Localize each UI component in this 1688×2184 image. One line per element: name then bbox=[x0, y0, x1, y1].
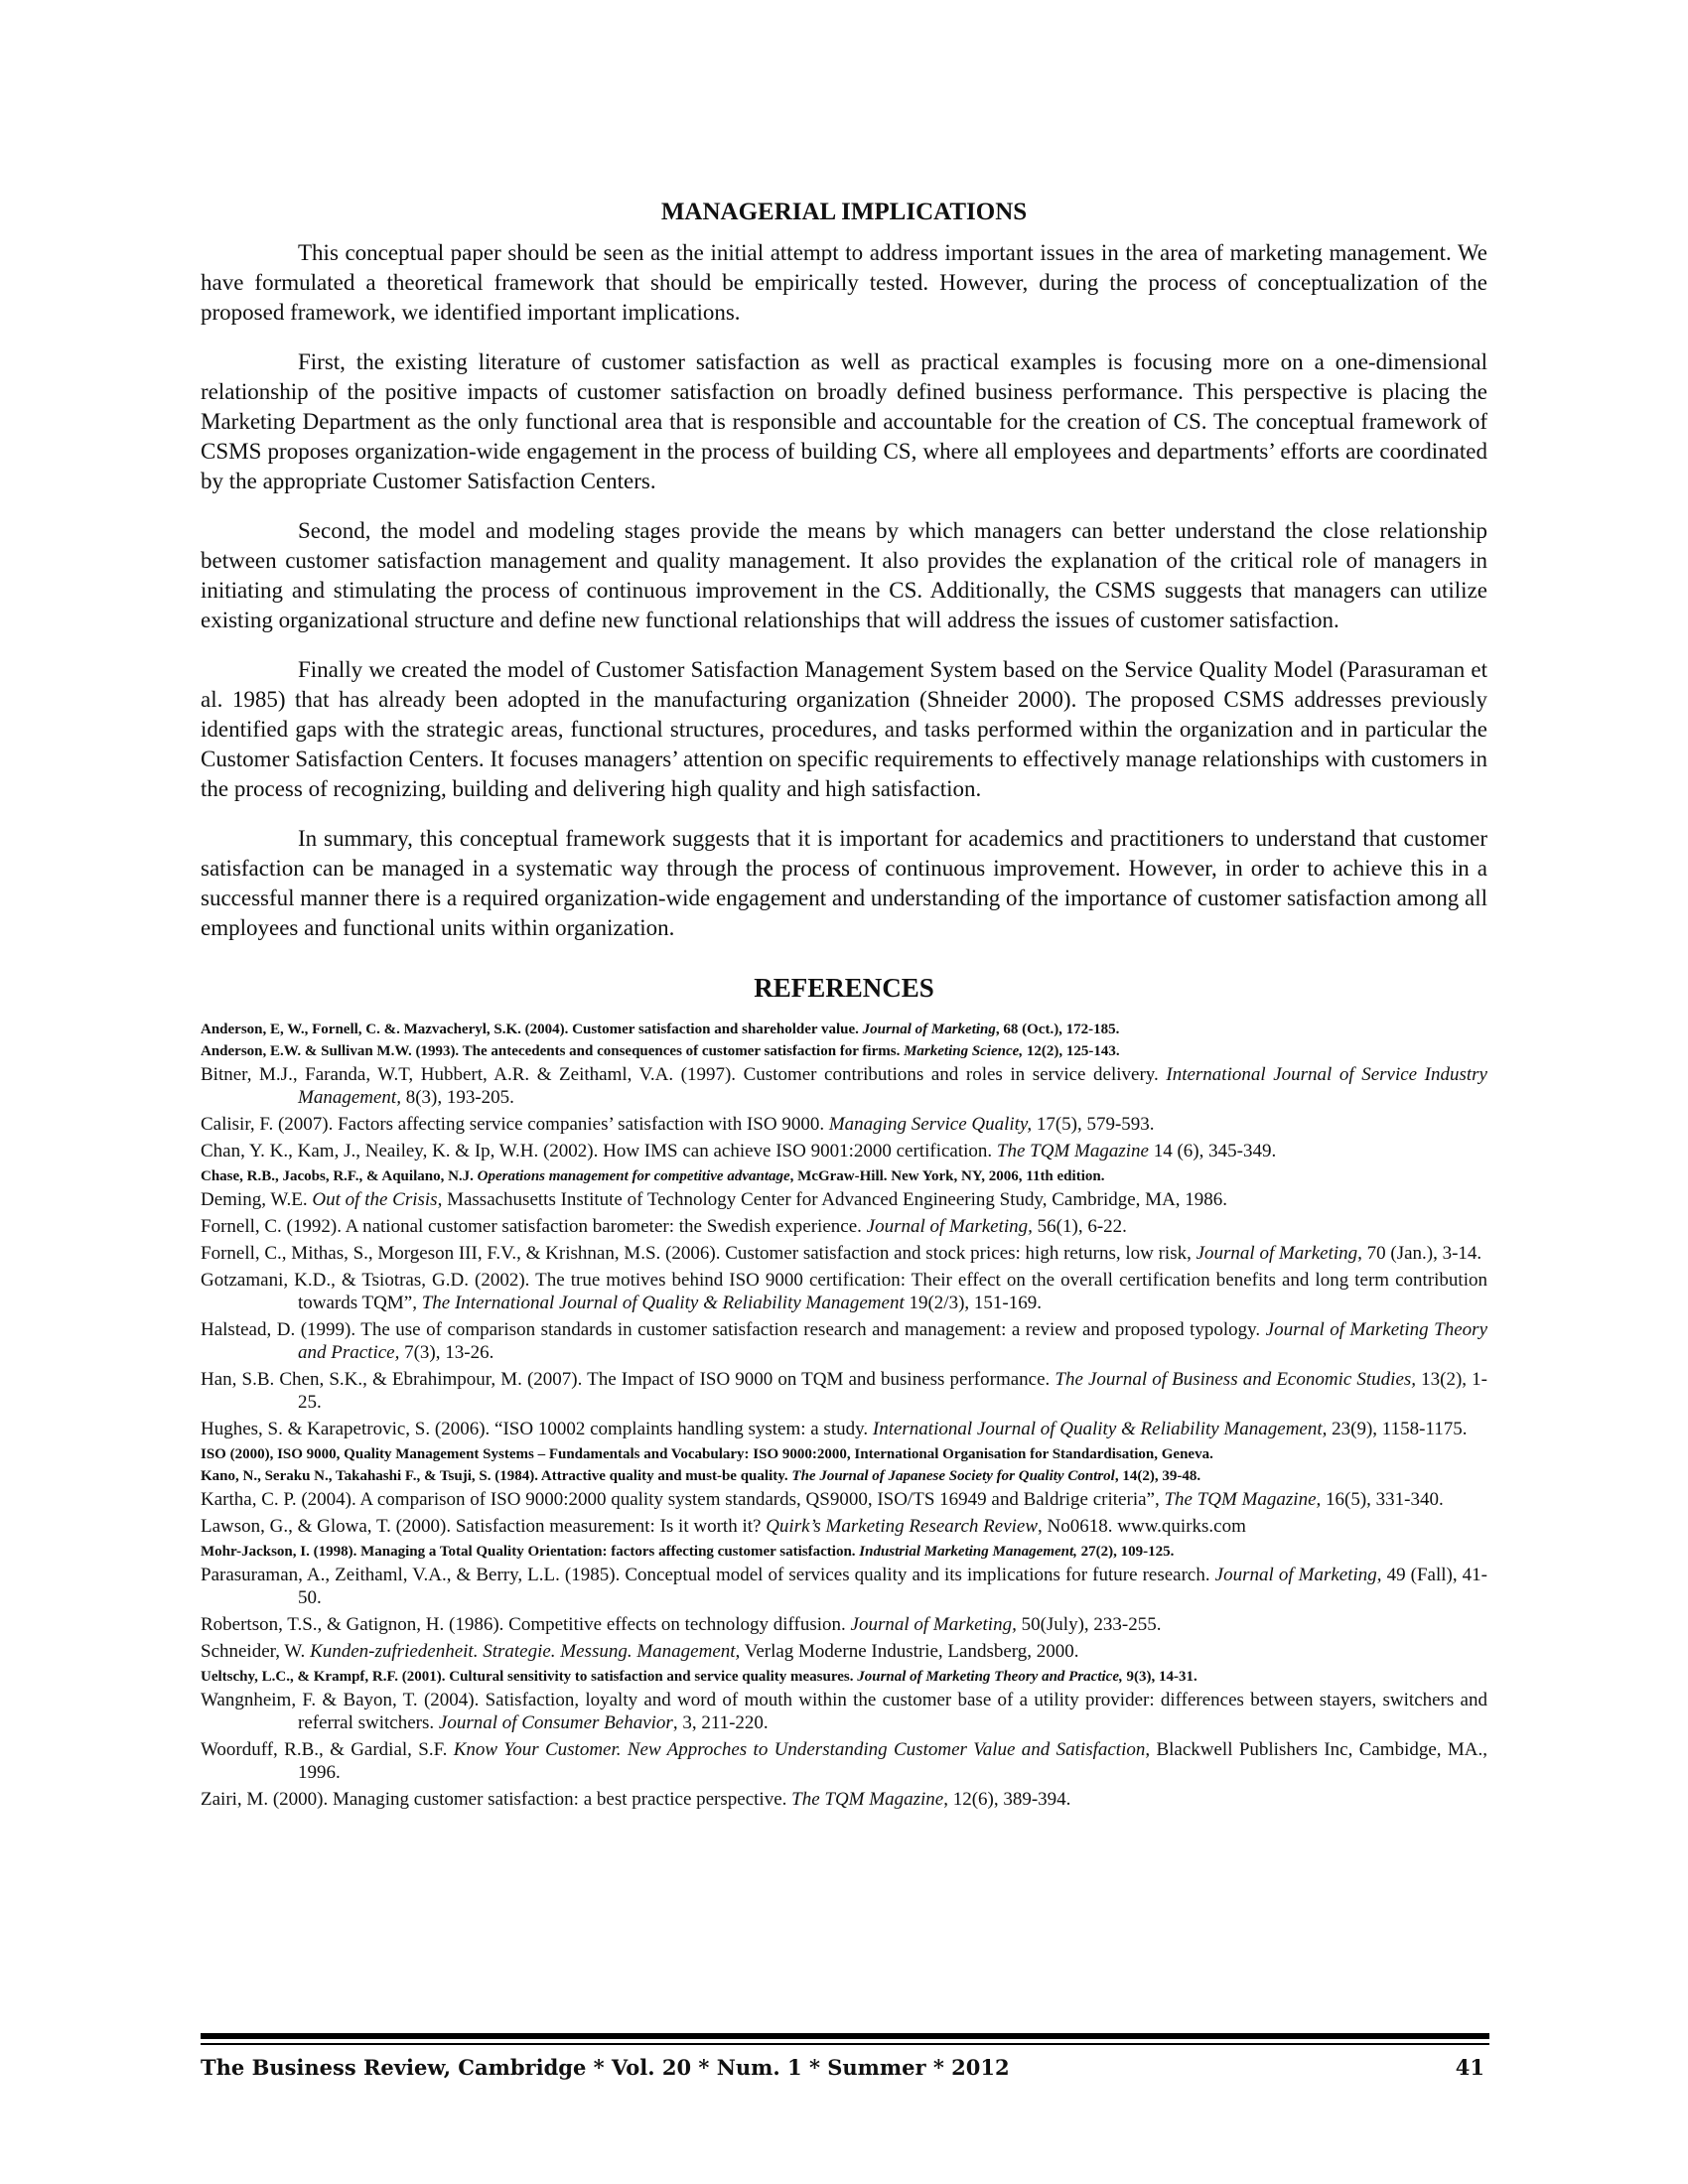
reference-item: Chan, Y. K., Kam, J., Neailey, K. & Ip, W.H. (2002). How IMS can achieve ISO 9001:2000 certification. The TQM Magazine 14 (6), 345-349. bbox=[201, 1141, 1277, 1161]
reference-item: Fornell, C. (1992). A national customer satisfaction barometer: the Swedish experience. Journal of Marketing, 56(1), 6-22. bbox=[201, 1216, 1127, 1237]
reference-item: Parasuraman, A., Zeithaml, V.A., & Berry, L.L. (1985). Conceptual model of services quality and its implications for future research. Journal of Marketing, 49 (Fall), 41-50. bbox=[201, 1565, 1487, 1608]
reference-item: Wangnheim, F. & Bayon, T. (2004). Satisfaction, loyalty and word of mouth within the customer base of a utility provider: differences between stayers, switchers and referral switchers. Journal of Consumer Behavior, 3, 211-220. bbox=[201, 1690, 1487, 1733]
reference-item: Bitner, M.J., Faranda, W.T, Hubbert, A.R. & Zeithaml, V.A. (1997). Customer contributions and roles in service delivery. International Journal of Service Industry Management, 8(3), 193-205. bbox=[201, 1064, 1487, 1108]
paragraph-second: Second, the model and modeling stages provide the means by which managers can better understand the close relationship between customer satisfaction management and quality management. It also provides the explanation of the critical role of managers in initiating and stimulating the process of continuous improvement in the CS. Additionally, the CSMS suggests that managers can utilize existing organizational structure and define new functional relationships that will address the issues of customer satisfaction. bbox=[201, 518, 1487, 632]
reference-item: Zairi, M. (2000). Managing customer satisfaction: a best practice perspective. The TQM Magazine, 12(6), 389-394. bbox=[201, 1789, 1071, 1810]
reference-item: Ueltschy, L.C., & Krampf, R.F. (2001). Cultural sensitivity to satisfaction and service quality measures. Journal of Marketing Theory and Practice, 9(3), 14-31. bbox=[201, 1669, 1197, 1685]
paragraph-finally: Finally we created the model of Customer Satisfaction Management System based on the Service Quality Model (Parasuraman et al. 1985) that has already been adopted in the manufacturing organization (Shneider 2000). The proposed CSMS addresses previously identified gaps with the strategic areas, functional structures, procedures, and tasks performed within the organization and in particular the Customer Satisfaction Centers. It focuses managers’ attention on specific requirements to effectively manage relationships with customers in the process of recognizing, building and delivering high quality and high satisfaction. bbox=[201, 657, 1487, 801]
reference-item: Hughes, S. & Karapetrovic, S. (2006). “ISO 10002 complaints handling system: a study. International Journal of Quality & Reliability Management, 23(9), 1158-1175. bbox=[201, 1419, 1468, 1439]
reference-item: Fornell, C., Mithas, S., Morgeson III, F.V., & Krishnan, M.S. (2006). Customer satisfaction and stock prices: high returns, low risk, Journal of Marketing, 70 (Jan.), 3-14. bbox=[201, 1243, 1482, 1264]
reference-item: Anderson, E, W., Fornell, C. &. Mazvacheryl, S.K. (2004). Customer satisfaction and shareholder value. Journal of Marketing, 68 (Oct.), 172-185. bbox=[201, 1022, 1120, 1037]
reference-item: Anderson, E.W. & Sullivan M.W. (1993). The antecedents and consequences of customer satisfaction for firms. Marketing Science, 12(2), 125-143. bbox=[201, 1043, 1120, 1059]
footer-journal-info: The Business Review, Cambridge * Vol. 20 * Num. 1 * Summer * 2012 bbox=[201, 2055, 1010, 2080]
reference-item: Deming, W.E. Out of the Crisis, Massachusetts Institute of Technology Center for Advanced Engineering Study, Cambridge, MA, 1986. bbox=[201, 1189, 1228, 1210]
reference-item: Robertson, T.S., & Gatignon, H. (1986). Competitive effects on technology diffusion. Journal of Marketing, 50(July), 233-255. bbox=[201, 1614, 1162, 1635]
paragraph-summary: In summary, this conceptual framework suggests that it is important for academics and practitioners to understand that customer satisfaction can be managed in a systematic way through the process of continuous improvement. However, in order to achieve this in a successful manner there is a required organization-wide engagement and understanding of the importance of customer satisfaction among all employees and functional units within organization. bbox=[201, 826, 1487, 940]
section-title-references: REFERENCES bbox=[754, 973, 934, 1003]
reference-item: Schneider, W. Kunden-zufriedenheit. Strategie. Messung. Management, Verlag Moderne Industrie, Landsberg, 2000. bbox=[201, 1641, 1079, 1662]
page-content bbox=[201, 199, 1487, 1815]
reference-item: Calisir, F. (2007). Factors affecting service companies’ satisfaction with ISO 9000. Managing Service Quality, 17(5), 579-593. bbox=[201, 1114, 1155, 1135]
section-title-managerial-implications: MANAGERIAL IMPLICATIONS bbox=[660, 199, 1028, 225]
reference-list bbox=[201, 1020, 1487, 1811]
paragraph-first: First, the existing literature of customer satisfaction as well as practical examples is focusing more on a one-dimensional relationship of the positive impacts of customer satisfaction on broadly defined business performance. This perspective is placing the Marketing Department as the only functional area that is responsible and accountable for the creation of CS. The conceptual framework of CSMS proposes organization-wide engagement in the process of building CS, where all employees and departments’ efforts are coordinated by the appropriate Customer Satisfaction Centers. bbox=[201, 349, 1487, 493]
footer-rule-thin bbox=[201, 2043, 1489, 2045]
reference-item: Mohr-Jackson, I. (1998). Managing a Total Quality Orientation: factors affecting customer satisfaction. Industrial Marketing Management, 27(2), 109-125. bbox=[201, 1544, 1175, 1560]
paragraph-intro: This conceptual paper should be seen as the initial attempt to address important issues in the area of marketing management. We have formulated a theoretical framework that should be empirically tested. However, during the process of conceptualization of the proposed framework, we identified important implications. bbox=[201, 240, 1487, 325]
footer-page-number: 41 bbox=[1455, 2055, 1484, 2080]
reference-item: Gotzamani, K.D., & Tsiotras, G.D. (2002). The true motives behind ISO 9000 certification: Their effect on the overall certification benefits and long term contribution towards TQM”, The International Journal of Quality & Reliability Management 19(2/3), 151-169. bbox=[201, 1270, 1487, 1313]
reference-item: Chase, R.B., Jacobs, R.F., & Aquilano, N.J. Operations management for competitive advantage, McGraw-Hill. New York, NY, 2006, 11th edition. bbox=[201, 1168, 1105, 1184]
reference-item: Woorduff, R.B., & Gardial, S.F. Know Your Customer. New Approches to Understanding Customer Value and Satisfaction, Blackwell Publishers Inc, Cambidge, MA., 1996. bbox=[201, 1739, 1487, 1783]
reference-item: Lawson, G., & Glowa, T. (2000). Satisfaction measurement: Is it worth it? Quirk’s Marketing Research Review, No0618. www.quirks.com bbox=[201, 1516, 1246, 1537]
reference-item: Kano, N., Seraku N., Takahashi F., & Tsuji, S. (1984). Attractive quality and must-be quality. The Journal of Japanese Society for Quality Control, 14(2), 39-48. bbox=[201, 1468, 1201, 1484]
reference-item: Han, S.B. Chen, S.K., & Ebrahimpour, M. (2007). The Impact of ISO 9000 on TQM and business performance. The Journal of Business and Economic Studies, 13(2), 1-25. bbox=[201, 1369, 1487, 1413]
reference-item: Kartha, C. P. (2004). A comparison of ISO 9000:2000 quality system standards, QS9000, ISO/TS 16949 and Baldrige criteria”, The TQM Magazine, 16(5), 331-340. bbox=[201, 1489, 1444, 1510]
footer-rule-thick bbox=[201, 2033, 1489, 2039]
reference-item: Halstead, D. (1999). The use of comparison standards in customer satisfaction research and management: a review and proposed typology. Journal of Marketing Theory and Practice, 7(3), 13-26. bbox=[201, 1319, 1488, 1363]
reference-item: ISO (2000), ISO 9000, Quality Management Systems – Fundamentals and Vocabulary: ISO 9000:2000, International Organisation for Standardisation, Geneva. bbox=[201, 1446, 1213, 1462]
